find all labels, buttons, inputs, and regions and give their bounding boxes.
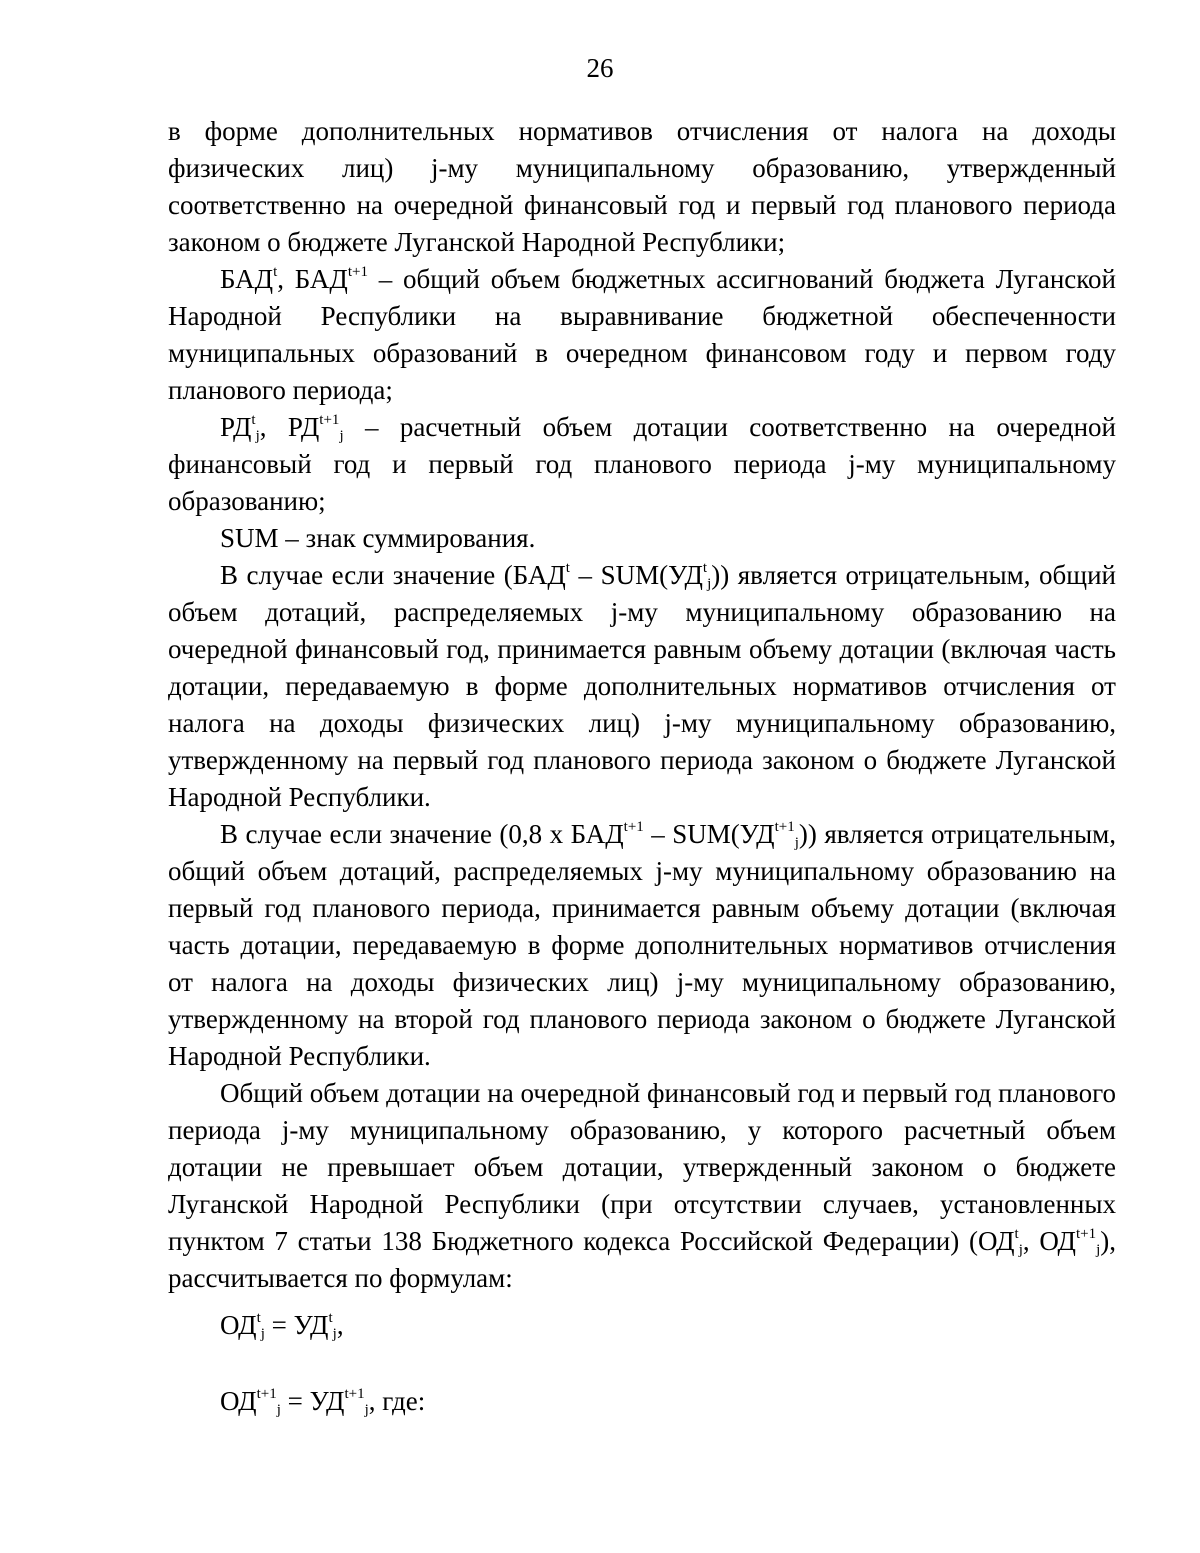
text-run: В случае если значение (0,8 x БАД <box>220 819 624 849</box>
paragraph <box>168 816 1116 1075</box>
text-run: , ОД <box>1022 1226 1076 1256</box>
subscript: j <box>276 1402 281 1418</box>
superscript: t+1 <box>623 819 644 835</box>
formula <box>220 1307 344 1344</box>
text-run: = УД <box>280 1386 345 1416</box>
superscript: t <box>565 560 570 576</box>
text-run: В случае если значение (БАД <box>220 560 566 590</box>
text-run: , <box>336 1310 344 1340</box>
text-run: ОД <box>220 1386 257 1416</box>
superscript: t+1 <box>319 412 340 428</box>
text-run: , БАД <box>277 264 348 294</box>
text-run: = УД <box>264 1310 329 1340</box>
document-body <box>168 113 1116 1297</box>
subscript: j <box>794 835 799 851</box>
text-run: – общий объем бюджетных ассигнований бюджета Луганской Народной Республики на выравнивание бюджетной обеспеченности муниципальных образований в очередном финансовом году и первом году планового периода; <box>168 264 1116 405</box>
text-run: )) является отрицательным, общий объем дотаций, распределяемых j-му муниципальному образованию на первый год планового периода, принимается равным объему дотации (включая часть дотации, передаваемую в форме дополнительных нормативов отчисления от налога на доходы физических лиц) j-му муниципальному образованию, утвержденному на второй год планового периода законом о бюджете Луганской Народной Республики. <box>168 819 1116 1071</box>
superscript: t+1 <box>1075 1226 1097 1242</box>
text-run: – SUM(УД <box>569 560 703 590</box>
text-run: РД <box>220 412 252 442</box>
subscript: j <box>1096 1242 1101 1258</box>
superscript: t <box>256 1310 261 1326</box>
text-run: ОД <box>220 1310 257 1340</box>
superscript: t <box>702 560 708 576</box>
subscript: j <box>260 1326 265 1342</box>
subscript: j <box>707 576 712 592</box>
superscript: t+1 <box>347 264 368 280</box>
superscript: t <box>328 1310 333 1326</box>
text-run: )) является отрицательным, общий объем дотаций, распределяемых j-му муниципальному образованию на очередной финансовый год, принимается равным объему дотации (включая часть дотации, передаваемую в форме дополнительных нормативов отчисления от налога на доходы физических лиц) j-му муниципальному образованию, утвержденному на первый год планового периода законом о бюджете Луганской Народной Республики. <box>168 560 1116 812</box>
text-run: , РД <box>259 412 320 442</box>
superscript: t <box>273 264 278 280</box>
subscript: j <box>1018 1242 1023 1258</box>
text-run: , где: <box>368 1386 426 1416</box>
paragraph <box>168 409 1116 520</box>
page-number: 26 <box>586 53 614 83</box>
subscript: j <box>364 1402 369 1418</box>
text-run: – расчетный объем дотации соответственно на очередной финансовый год и первый год планового периода j-му муниципальному образованию; <box>168 412 1117 516</box>
subscript: j <box>339 428 344 444</box>
text-run: ), рассчитывается по формулам: <box>168 1226 1116 1293</box>
superscript: t <box>251 412 256 428</box>
paragraph <box>168 557 1116 816</box>
formula <box>220 1383 425 1420</box>
subscript: j <box>255 428 260 444</box>
text-run: БАД <box>220 264 274 294</box>
paragraph: в форме дополнительных нормативов отчисления от налога на доходы физических лиц) j-му муниципальному образованию, утвержденный соответственно на очередной финансовый год и первый год планового периода законом о бюджете Луганской Народной Республики; <box>168 116 1116 257</box>
superscript: t+1 <box>344 1386 365 1402</box>
text-run: – SUM(УД <box>643 819 775 849</box>
paragraph <box>168 1075 1116 1297</box>
paragraph: SUM – знак суммирования. <box>220 523 536 553</box>
paragraph <box>168 261 1116 409</box>
superscript: t+1 <box>774 819 795 835</box>
subscript: j <box>332 1326 337 1342</box>
superscript: t+1 <box>256 1386 277 1402</box>
text-run: Общий объем дотации на очередной финансовый год и первый год планового периода j-му муниципальному образованию, у которого расчетный объем дотации не превышает объем дотации, утвержденный законом о бюджете Луганской Народной Республики (при отсутствии случаев, установленных пунктом 7 статьи 138 Бюджетного кодекса Российской Федерации) (ОД <box>168 1078 1116 1256</box>
superscript: t <box>1014 1226 1019 1242</box>
